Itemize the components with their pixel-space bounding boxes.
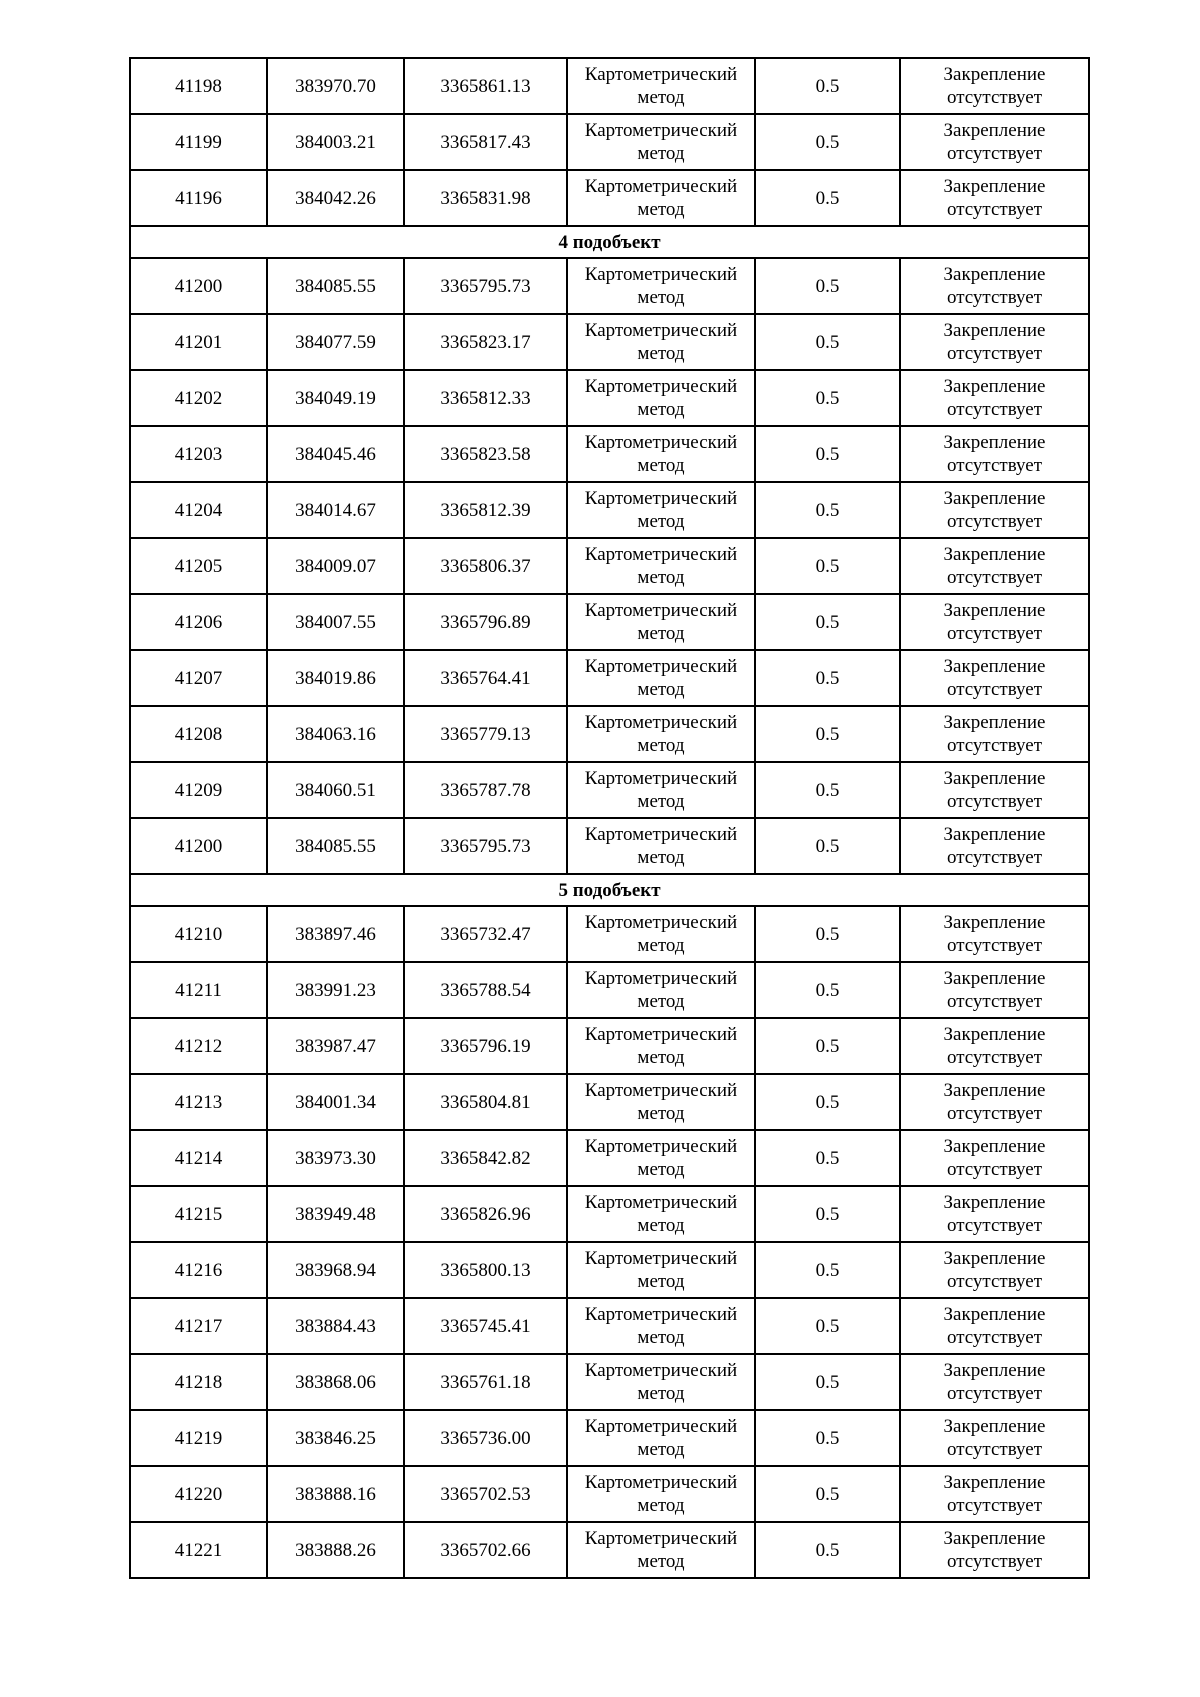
x-coordinate-cell: 383987.47 [267,1018,404,1074]
fixing-description-cell: Закрепление отсутствует [900,1242,1089,1298]
y-coordinate-cell: 3365804.81 [404,1074,567,1130]
point-number-cell: 41212 [130,1018,267,1074]
x-coordinate-cell: 383884.43 [267,1298,404,1354]
accuracy-cell: 0.5 [755,114,900,170]
x-coordinate-cell: 383968.94 [267,1242,404,1298]
table-row [130,1186,1089,1242]
table-row [130,762,1089,818]
method-cell: Картометрический метод [567,1186,755,1242]
table-row [130,594,1089,650]
method-cell: Картометрический метод [567,1466,755,1522]
point-number-cell: 41213 [130,1074,267,1130]
y-coordinate-cell: 3365761.18 [404,1354,567,1410]
x-coordinate-cell: 384085.55 [267,258,404,314]
section-header-row [130,226,1089,258]
x-coordinate-cell: 384007.55 [267,594,404,650]
method-cell: Картометрический метод [567,1410,755,1466]
table-row [130,706,1089,762]
y-coordinate-cell: 3365812.33 [404,370,567,426]
method-cell: Картометрический метод [567,114,755,170]
fixing-description-cell: Закрепление отсутствует [900,58,1089,114]
accuracy-cell: 0.5 [755,1410,900,1466]
coordinates-table-container [129,57,1088,1579]
table-row [130,370,1089,426]
table-body [130,58,1089,1578]
point-number-cell: 41216 [130,1242,267,1298]
fixing-description-cell: Закрепление отсутствует [900,706,1089,762]
y-coordinate-cell: 3365831.98 [404,170,567,226]
x-coordinate-cell: 384085.55 [267,818,404,874]
accuracy-cell: 0.5 [755,818,900,874]
y-coordinate-cell: 3365861.13 [404,58,567,114]
accuracy-cell: 0.5 [755,1018,900,1074]
accuracy-cell: 0.5 [755,1242,900,1298]
x-coordinate-cell: 383897.46 [267,906,404,962]
x-coordinate-cell: 384042.26 [267,170,404,226]
section-title: 5 подобъект [130,874,1089,906]
table-row [130,58,1089,114]
table-row [130,906,1089,962]
method-cell: Картометрический метод [567,1522,755,1578]
table-row [130,538,1089,594]
method-cell: Картометрический метод [567,1242,755,1298]
accuracy-cell: 0.5 [755,594,900,650]
fixing-description-cell: Закрепление отсутствует [900,650,1089,706]
method-cell: Картометрический метод [567,706,755,762]
method-cell: Картометрический метод [567,258,755,314]
x-coordinate-cell: 384003.21 [267,114,404,170]
accuracy-cell: 0.5 [755,482,900,538]
x-coordinate-cell: 384014.67 [267,482,404,538]
table-row [130,1522,1089,1578]
table-row [130,1298,1089,1354]
y-coordinate-cell: 3365788.54 [404,962,567,1018]
table-row [130,1074,1089,1130]
x-coordinate-cell: 383888.26 [267,1522,404,1578]
x-coordinate-cell: 384077.59 [267,314,404,370]
table-row [130,1466,1089,1522]
method-cell: Картометрический метод [567,426,755,482]
point-number-cell: 41198 [130,58,267,114]
method-cell: Картометрический метод [567,962,755,1018]
x-coordinate-cell: 383868.06 [267,1354,404,1410]
point-number-cell: 41201 [130,314,267,370]
fixing-description-cell: Закрепление отсутствует [900,818,1089,874]
method-cell: Картометрический метод [567,906,755,962]
y-coordinate-cell: 3365787.78 [404,762,567,818]
accuracy-cell: 0.5 [755,1354,900,1410]
method-cell: Картометрический метод [567,170,755,226]
point-number-cell: 41205 [130,538,267,594]
y-coordinate-cell: 3365796.89 [404,594,567,650]
accuracy-cell: 0.5 [755,1522,900,1578]
y-coordinate-cell: 3365812.39 [404,482,567,538]
fixing-description-cell: Закрепление отсутствует [900,1466,1089,1522]
point-number-cell: 41200 [130,258,267,314]
method-cell: Картометрический метод [567,482,755,538]
point-number-cell: 41217 [130,1298,267,1354]
method-cell: Картометрический метод [567,650,755,706]
method-cell: Картометрический метод [567,1018,755,1074]
point-number-cell: 41210 [130,906,267,962]
fixing-description-cell: Закрепление отсутствует [900,1522,1089,1578]
y-coordinate-cell: 3365842.82 [404,1130,567,1186]
point-number-cell: 41200 [130,818,267,874]
table-row [130,426,1089,482]
y-coordinate-cell: 3365796.19 [404,1018,567,1074]
point-number-cell: 41209 [130,762,267,818]
x-coordinate-cell: 383888.16 [267,1466,404,1522]
accuracy-cell: 0.5 [755,426,900,482]
y-coordinate-cell: 3365702.66 [404,1522,567,1578]
fixing-description-cell: Закрепление отсутствует [900,170,1089,226]
fixing-description-cell: Закрепление отсутствует [900,906,1089,962]
fixing-description-cell: Закрепление отсутствует [900,962,1089,1018]
method-cell: Картометрический метод [567,1354,755,1410]
method-cell: Картометрический метод [567,1298,755,1354]
x-coordinate-cell: 384049.19 [267,370,404,426]
y-coordinate-cell: 3365702.53 [404,1466,567,1522]
accuracy-cell: 0.5 [755,1186,900,1242]
accuracy-cell: 0.5 [755,650,900,706]
y-coordinate-cell: 3365823.58 [404,426,567,482]
section-header-row [130,874,1089,906]
x-coordinate-cell: 383970.70 [267,58,404,114]
y-coordinate-cell: 3365764.41 [404,650,567,706]
fixing-description-cell: Закрепление отсутствует [900,1186,1089,1242]
method-cell: Картометрический метод [567,762,755,818]
section-title: 4 подобъект [130,226,1089,258]
y-coordinate-cell: 3365826.96 [404,1186,567,1242]
method-cell: Картометрический метод [567,1130,755,1186]
method-cell: Картометрический метод [567,1074,755,1130]
method-cell: Картометрический метод [567,314,755,370]
accuracy-cell: 0.5 [755,962,900,1018]
point-number-cell: 41204 [130,482,267,538]
table-row [130,314,1089,370]
fixing-description-cell: Закрепление отсутствует [900,370,1089,426]
table-row [130,650,1089,706]
table-row [130,482,1089,538]
table-row [130,170,1089,226]
accuracy-cell: 0.5 [755,906,900,962]
accuracy-cell: 0.5 [755,1130,900,1186]
fixing-description-cell: Закрепление отсутствует [900,1130,1089,1186]
y-coordinate-cell: 3365795.73 [404,818,567,874]
method-cell: Картометрический метод [567,818,755,874]
accuracy-cell: 0.5 [755,762,900,818]
table-row [130,1410,1089,1466]
fixing-description-cell: Закрепление отсутствует [900,1298,1089,1354]
accuracy-cell: 0.5 [755,370,900,426]
accuracy-cell: 0.5 [755,1074,900,1130]
point-number-cell: 41207 [130,650,267,706]
point-number-cell: 41208 [130,706,267,762]
table-row [130,258,1089,314]
y-coordinate-cell: 3365795.73 [404,258,567,314]
accuracy-cell: 0.5 [755,1298,900,1354]
fixing-description-cell: Закрепление отсутствует [900,1018,1089,1074]
fixing-description-cell: Закрепление отсутствует [900,594,1089,650]
x-coordinate-cell: 383973.30 [267,1130,404,1186]
fixing-description-cell: Закрепление отсутствует [900,482,1089,538]
fixing-description-cell: Закрепление отсутствует [900,314,1089,370]
table-row [130,818,1089,874]
x-coordinate-cell: 384019.86 [267,650,404,706]
y-coordinate-cell: 3365823.17 [404,314,567,370]
table-row [130,1242,1089,1298]
accuracy-cell: 0.5 [755,706,900,762]
x-coordinate-cell: 384063.16 [267,706,404,762]
method-cell: Картометрический метод [567,538,755,594]
x-coordinate-cell: 384001.34 [267,1074,404,1130]
accuracy-cell: 0.5 [755,1466,900,1522]
point-number-cell: 41220 [130,1466,267,1522]
method-cell: Картометрический метод [567,370,755,426]
x-coordinate-cell: 383949.48 [267,1186,404,1242]
point-number-cell: 41215 [130,1186,267,1242]
point-number-cell: 41211 [130,962,267,1018]
fixing-description-cell: Закрепление отсутствует [900,258,1089,314]
coordinates-table [129,57,1090,1579]
point-number-cell: 41199 [130,114,267,170]
x-coordinate-cell: 384060.51 [267,762,404,818]
point-number-cell: 41206 [130,594,267,650]
y-coordinate-cell: 3365779.13 [404,706,567,762]
point-number-cell: 41218 [130,1354,267,1410]
y-coordinate-cell: 3365736.00 [404,1410,567,1466]
point-number-cell: 41203 [130,426,267,482]
fixing-description-cell: Закрепление отсутствует [900,1410,1089,1466]
table-row [130,1130,1089,1186]
accuracy-cell: 0.5 [755,58,900,114]
x-coordinate-cell: 384045.46 [267,426,404,482]
table-row [130,962,1089,1018]
table-row [130,114,1089,170]
table-row [130,1018,1089,1074]
table-row [130,1354,1089,1410]
accuracy-cell: 0.5 [755,314,900,370]
point-number-cell: 41202 [130,370,267,426]
x-coordinate-cell: 383991.23 [267,962,404,1018]
accuracy-cell: 0.5 [755,170,900,226]
x-coordinate-cell: 383846.25 [267,1410,404,1466]
accuracy-cell: 0.5 [755,258,900,314]
x-coordinate-cell: 384009.07 [267,538,404,594]
fixing-description-cell: Закрепление отсутствует [900,426,1089,482]
y-coordinate-cell: 3365745.41 [404,1298,567,1354]
point-number-cell: 41221 [130,1522,267,1578]
y-coordinate-cell: 3365732.47 [404,906,567,962]
fixing-description-cell: Закрепление отсутствует [900,762,1089,818]
fixing-description-cell: Закрепление отсутствует [900,538,1089,594]
y-coordinate-cell: 3365806.37 [404,538,567,594]
y-coordinate-cell: 3365817.43 [404,114,567,170]
fixing-description-cell: Закрепление отсутствует [900,114,1089,170]
fixing-description-cell: Закрепление отсутствует [900,1074,1089,1130]
point-number-cell: 41219 [130,1410,267,1466]
y-coordinate-cell: 3365800.13 [404,1242,567,1298]
method-cell: Картометрический метод [567,58,755,114]
fixing-description-cell: Закрепление отсутствует [900,1354,1089,1410]
method-cell: Картометрический метод [567,594,755,650]
point-number-cell: 41214 [130,1130,267,1186]
accuracy-cell: 0.5 [755,538,900,594]
point-number-cell: 41196 [130,170,267,226]
